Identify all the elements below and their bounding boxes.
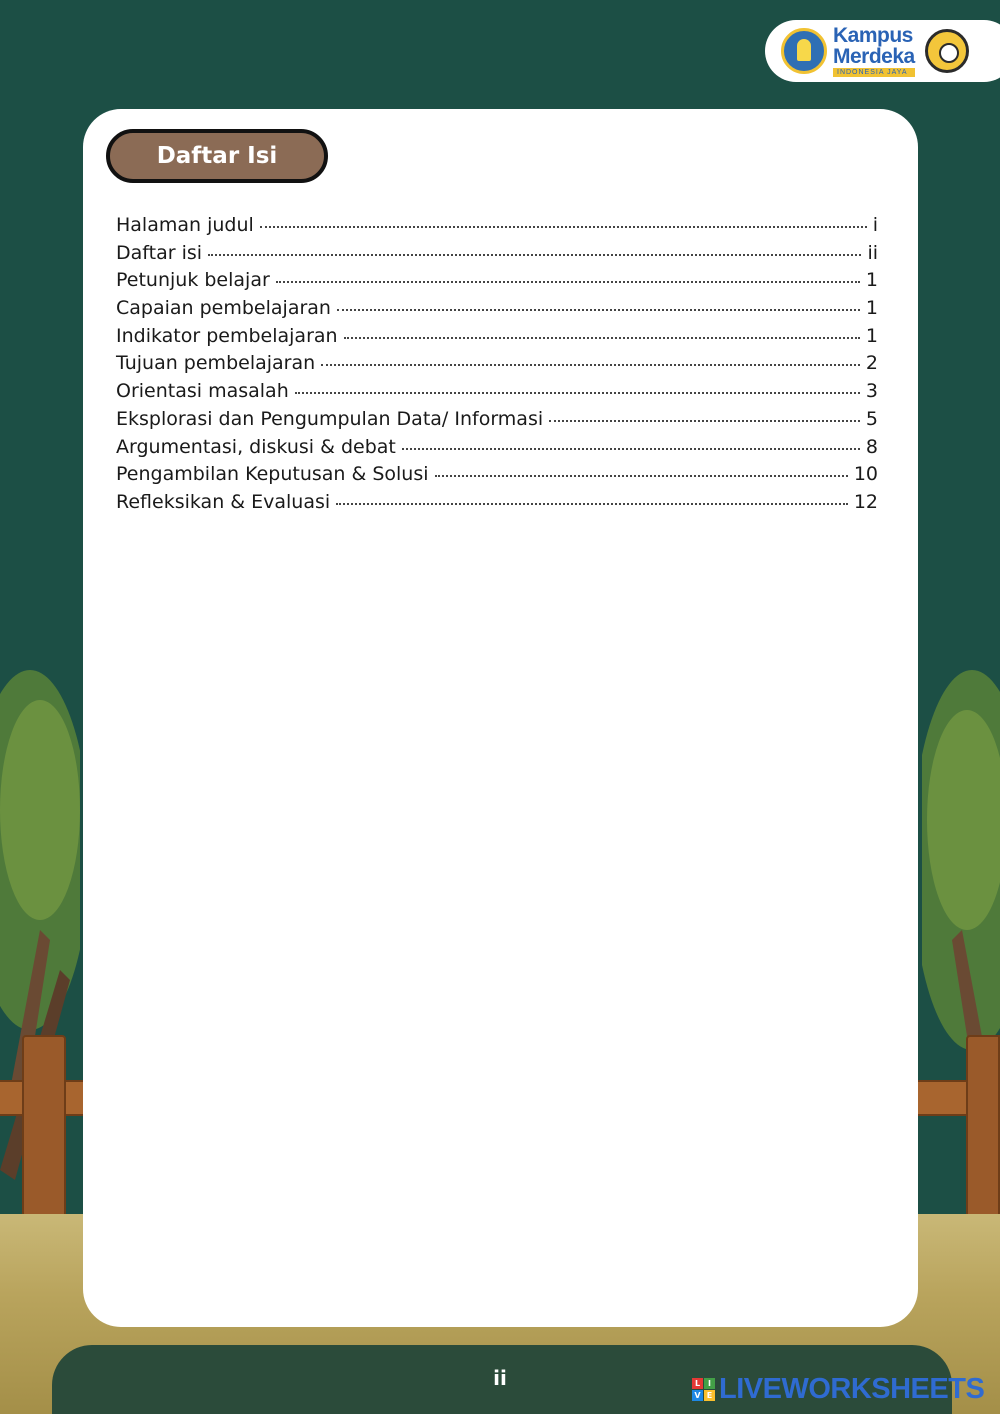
toc-leader-dots xyxy=(402,448,860,450)
toc-entry-title: Argumentasi, diskusi & debat xyxy=(116,435,396,458)
liveworksheets-wordmark: LIVEWORKSHEETS xyxy=(719,1372,985,1405)
liveworksheets-brand[interactable] xyxy=(692,1373,984,1405)
page-number: ii xyxy=(493,1366,507,1390)
toc-entry-title: Eksplorasi dan Pengumpulan Data/ Informasi xyxy=(116,407,544,430)
toc-leader-dots xyxy=(435,475,848,477)
toc-leader-dots xyxy=(336,503,848,505)
toc-row xyxy=(116,325,878,353)
toc-entry-title: Halaman judul xyxy=(116,214,254,236)
toc-entry-page: 1 xyxy=(865,269,878,292)
tut-wuri-emblem-icon xyxy=(781,28,827,74)
toc-row xyxy=(116,242,878,270)
toc-row xyxy=(116,380,878,408)
toc-entry-page: 3 xyxy=(865,380,878,403)
toc-leader-dots xyxy=(549,420,860,422)
toc-row xyxy=(116,269,878,297)
toc-entry-page: 1 xyxy=(865,324,878,347)
toc-entry-title: Daftar isi xyxy=(116,241,203,264)
toc-entry-title: Indikator pembelajaran xyxy=(116,324,338,347)
logo-letter: V xyxy=(692,1390,703,1401)
toc-leader-dots xyxy=(260,226,867,228)
toc-entry-title: Orientasi masalah xyxy=(116,380,289,403)
toc-entry-title: Pengambilan Keputusan & Solusi xyxy=(116,463,429,486)
logo-wordmark xyxy=(833,25,915,77)
logo-letter: E xyxy=(704,1390,715,1401)
toc-row xyxy=(116,352,878,380)
toc-entry-page: 5 xyxy=(865,407,878,430)
toc-row xyxy=(116,491,878,519)
toc-row xyxy=(116,436,878,464)
logo-line-2: Merdeka xyxy=(833,45,915,68)
toc-entry-title: Refleksikan & Evaluasi xyxy=(116,490,331,513)
toc-leader-dots xyxy=(344,337,860,339)
toc-entry-title: Capaian pembelajaran xyxy=(116,297,331,320)
toc-leader-dots xyxy=(295,392,860,394)
toc-leader-dots xyxy=(208,254,861,256)
toc-entry-title: Tujuan pembelajaran xyxy=(116,352,316,375)
toc-entry-page: 1 xyxy=(865,297,878,320)
toc-entry-page: i xyxy=(872,214,878,236)
kampus-merdeka-logo xyxy=(765,20,1000,82)
table-of-contents xyxy=(116,214,878,519)
toc-row xyxy=(116,214,878,242)
toc-leader-dots xyxy=(321,364,860,366)
toc-leader-dots xyxy=(337,309,860,311)
university-emblem-icon xyxy=(925,29,969,73)
toc-row xyxy=(116,463,878,491)
toc-entry-page: 8 xyxy=(865,435,878,458)
logo-letter: L xyxy=(692,1378,703,1389)
toc-row xyxy=(116,408,878,436)
logo-line-1: Kampus xyxy=(833,24,913,47)
liveworksheets-logo-icon xyxy=(692,1378,715,1401)
toc-leader-dots xyxy=(276,281,860,283)
toc-entry-page: ii xyxy=(867,241,878,264)
toc-row xyxy=(116,297,878,325)
logo-letter: I xyxy=(704,1378,715,1389)
toc-entry-page: 10 xyxy=(853,463,878,486)
logo-tagline: INDONESIA JAYA xyxy=(833,68,915,77)
toc-entry-title: Petunjuk belajar xyxy=(116,269,270,292)
page-title: Daftar Isi xyxy=(106,129,328,183)
toc-entry-page: 12 xyxy=(853,490,878,513)
toc-entry-page: 2 xyxy=(865,352,878,375)
